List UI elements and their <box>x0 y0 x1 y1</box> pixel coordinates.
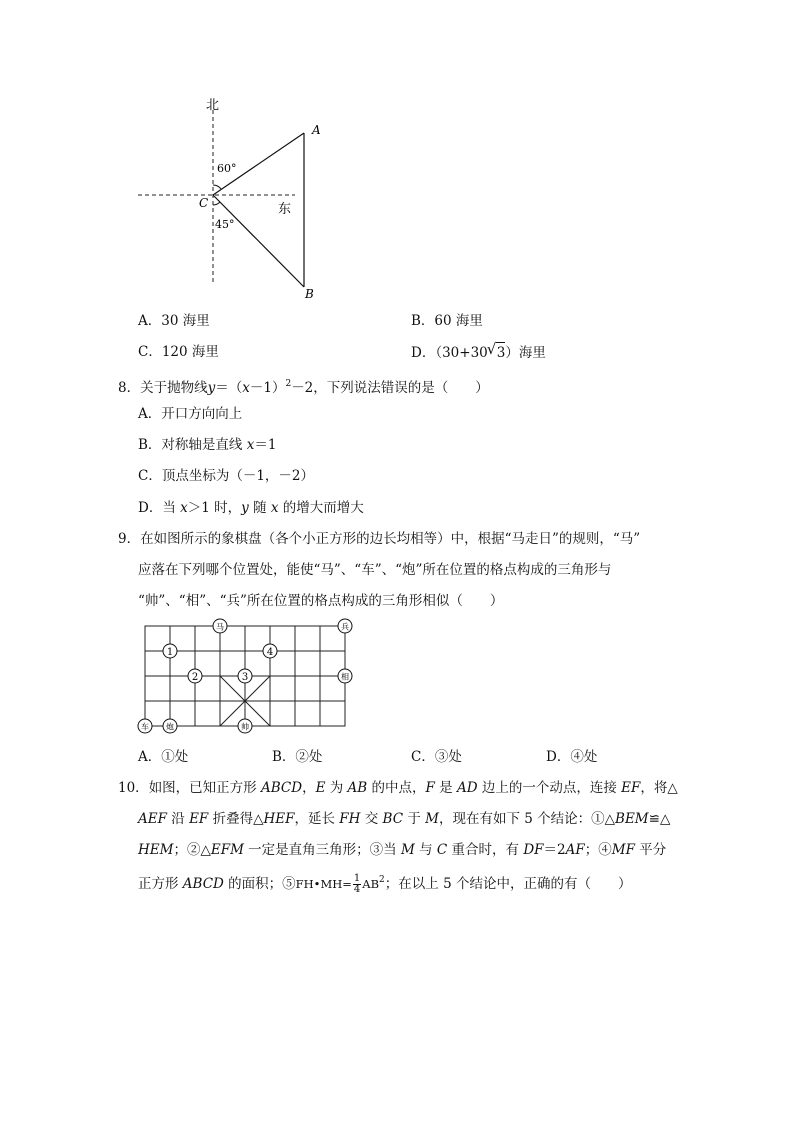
marker-3-label: 3 <box>241 672 249 683</box>
q10-text: 如图，已知正方形 <box>148 780 261 796</box>
q10-formula: FH•MH= <box>295 877 352 891</box>
q10-var: E <box>315 780 326 796</box>
q9-stem-line3: “帅”、“相”、“兵”所在位置的格点构成的三角形相似（ ） <box>138 593 504 609</box>
q10-text: 重合时，有 <box>447 842 524 858</box>
piece-pao-label: 炮 <box>166 722 174 732</box>
q10-var: HEF <box>263 811 295 827</box>
q10-text: ，延长 <box>294 811 340 827</box>
q10-var: C <box>436 842 448 858</box>
marker-4[interactable] <box>263 644 277 658</box>
q10-fraction <box>353 874 361 895</box>
q9-option-a[interactable]: A．①处 <box>138 749 189 765</box>
q9-number: 9． <box>118 531 141 547</box>
q10-var: AD <box>456 780 478 796</box>
q8-option-d-text: ＞1 时， <box>187 500 242 516</box>
q10-line1 <box>118 778 678 798</box>
q10-var: M <box>425 811 439 827</box>
q10-number: 10． <box>118 780 149 796</box>
q10-var: EFM <box>210 842 244 858</box>
marker-3[interactable] <box>238 669 252 683</box>
q10-var: AEF <box>138 811 167 827</box>
piece-shuai <box>238 719 252 733</box>
q8-option-b-text: ＝1 <box>254 437 277 453</box>
q9-line1: 在如图所示的象棋盘（各个小正方形的边长均相等）中，根据“马走日”的规则，“马” <box>140 531 641 547</box>
fraction-denominator: 4 <box>353 884 361 895</box>
q8-option-b-text: B．对称轴是直线 <box>138 437 247 453</box>
q7-option-d[interactable] <box>411 342 546 363</box>
q10-line3 <box>138 840 666 860</box>
q10-var: F <box>425 780 435 796</box>
angle-arc-south <box>213 202 220 205</box>
q10-text: ≌△ <box>648 811 671 827</box>
q10-text: 正方形 <box>138 876 183 892</box>
q8-stem-part: ＝（ <box>215 380 243 396</box>
sqrt-radicand: 3 <box>496 345 506 361</box>
q10-text: 是 <box>434 780 457 796</box>
q8-option-d[interactable] <box>138 498 364 518</box>
q10-exponent: 2 <box>379 875 385 885</box>
q10-text: 边上的一个动点，连接 <box>477 780 622 796</box>
q10-text: 的面积；⑤ <box>223 876 296 892</box>
q10-var: HEM <box>138 842 174 858</box>
piece-bing <box>338 619 352 633</box>
q10-text: 与 <box>414 842 437 858</box>
q7-direction-figure <box>130 95 330 305</box>
sqrt-sign: √ 3 <box>486 340 506 361</box>
q10-line4 <box>138 870 631 895</box>
q10-text: ；在以上 5 个结论中，正确的有（ ） <box>384 876 632 892</box>
q10-text: 的中点， <box>367 780 426 796</box>
q8-stem-part: 关于抛物线 <box>140 380 208 396</box>
marker-1-label: 1 <box>166 647 174 658</box>
q8-option-d-text: 随 <box>248 500 271 516</box>
q10-var: FH <box>339 811 361 827</box>
q10-var: DF <box>523 842 544 858</box>
piece-shuai-label: 帅 <box>241 722 249 732</box>
q10-var: MF <box>611 842 635 858</box>
marker-2[interactable] <box>188 669 202 683</box>
q10-text: ＝2 <box>543 842 566 858</box>
q10-text: 折叠得△ <box>208 811 264 827</box>
q10-text: ，现在有如下 5 个结论：①△ <box>438 811 616 827</box>
q10-text: 沿 <box>166 811 190 827</box>
q10-var: BC <box>382 811 404 827</box>
q7-option-c[interactable]: C．120 海里 <box>138 344 219 360</box>
point-a-label: A <box>312 123 321 137</box>
q8-option-a[interactable]: A．开口方向向上 <box>138 406 243 422</box>
marker-1[interactable] <box>163 644 177 658</box>
q10-var: BEM <box>615 811 649 827</box>
q10-text: ， <box>302 780 316 796</box>
q10-text: 交 <box>360 811 383 827</box>
piece-bing-label: 兵 <box>341 622 349 632</box>
q10-var: ABCD <box>182 876 224 892</box>
q10-var: EF <box>621 780 641 796</box>
q8-option-b-var: x <box>246 437 255 453</box>
marker-4-label: 4 <box>266 647 274 658</box>
q8-var-y: y <box>207 380 216 396</box>
q9-stem-line2: 应落在下列哪个位置处，能使“马”、“车”、“炮”所在位置的格点构成的三角形与 <box>138 562 612 578</box>
q8-option-d-text: 的增大而增大 <box>278 500 364 516</box>
fraction-numerator: 1 <box>353 873 361 884</box>
q9-chessboard <box>135 618 360 738</box>
q9-stem-line1 <box>118 529 640 549</box>
q8-option-b[interactable] <box>138 435 276 455</box>
east-label: 东 <box>278 202 292 217</box>
q8-var-x: x <box>242 380 250 396</box>
q8-stem-part: －2，下列说法错误的是（ ） <box>291 380 489 396</box>
q7-option-a[interactable]: A．30 海里 <box>138 313 210 329</box>
q10-text: 一定是直角三角形；③当 <box>243 842 401 858</box>
q8-option-d-var: y <box>241 500 249 516</box>
q10-formula: AB <box>362 877 380 891</box>
q10-text: 于 <box>403 811 426 827</box>
q10-var: AF <box>565 842 585 858</box>
q10-line2 <box>138 809 670 829</box>
q8-stem-part: －1） <box>249 380 286 396</box>
angle-60-label: 60° <box>217 162 237 175</box>
marker-2-label: 2 <box>191 672 199 683</box>
q8-option-d-var: x <box>180 500 188 516</box>
angle-arc-north <box>213 185 221 189</box>
point-b-label: B <box>305 287 314 301</box>
q7-option-d-suffix: ）海里 <box>505 345 546 361</box>
piece-che <box>138 719 152 733</box>
q9-option-c[interactable]: C．③处 <box>411 749 462 765</box>
q10-text: 为 <box>325 780 348 796</box>
q7-option-d-prefix: D．（30+30 <box>411 345 488 361</box>
piece-xiang-label: 相 <box>341 672 349 682</box>
q10-var: AB <box>347 780 368 796</box>
point-c-label: C <box>199 196 209 210</box>
q8-option-d-text: D．当 <box>138 500 181 516</box>
q10-text: ；②△ <box>173 842 211 858</box>
piece-ma-label: 马 <box>216 622 224 632</box>
q9-option-d[interactable]: D．④处 <box>546 749 598 765</box>
piece-xiang <box>338 669 352 683</box>
q10-text: ；④ <box>584 842 612 858</box>
piece-che-label: 车 <box>141 722 149 732</box>
q10-text: 平分 <box>634 842 667 858</box>
q10-var: ABCD <box>260 780 303 796</box>
q9-option-b[interactable]: B．②处 <box>272 749 323 765</box>
q10-text: ，将△ <box>640 780 678 796</box>
q7-option-b[interactable]: B．60 海里 <box>411 313 483 329</box>
q8-number: 8． <box>118 380 141 396</box>
piece-ma <box>213 619 227 633</box>
q10-var: M <box>400 842 415 858</box>
north-label: 北 <box>206 98 220 113</box>
q8-stem <box>118 374 489 398</box>
q8-exponent: 2 <box>285 379 292 389</box>
angle-45-label: 45° <box>215 218 235 231</box>
q8-option-c[interactable]: C．顶点坐标为（－1，－2） <box>138 468 315 484</box>
q10-var: EF <box>189 811 209 827</box>
q8-option-d-var: x <box>270 500 279 516</box>
piece-pao <box>163 719 177 733</box>
